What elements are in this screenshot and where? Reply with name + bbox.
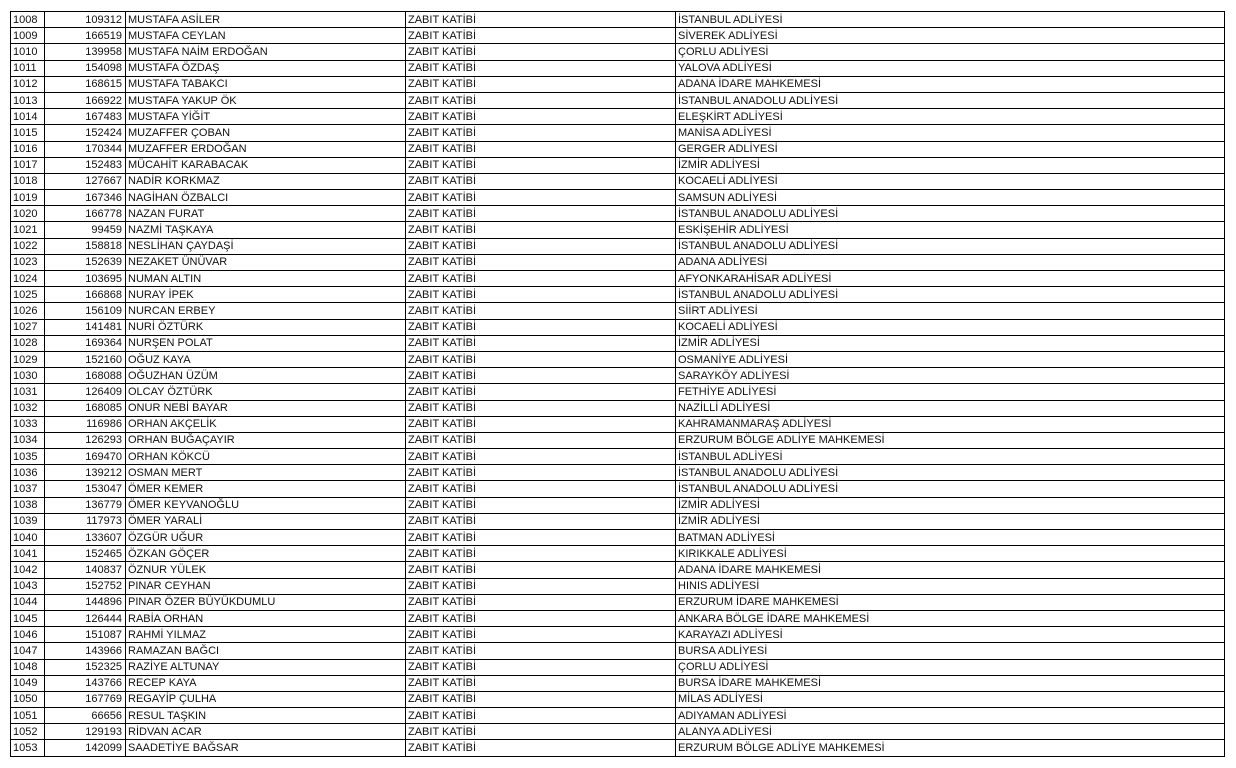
row-number-cell: 1053 (11, 740, 45, 756)
table-row (11, 157, 1225, 173)
row-number-cell: 1016 (11, 141, 45, 157)
full-name-cell: MUSTAFA ÖZDAŞ (126, 60, 406, 76)
court-name-cell: ELEŞKİRT ADLİYESİ (676, 109, 1225, 125)
job-title-cell: ZABIT KATİBİ (406, 238, 676, 254)
registry-number-cell: 140837 (45, 562, 126, 578)
registry-number-cell: 126293 (45, 432, 126, 448)
table-row (11, 513, 1225, 529)
job-title-cell: ZABIT KATİBİ (406, 497, 676, 513)
table-row (11, 92, 1225, 108)
job-title-cell: ZABIT KATİBİ (406, 335, 676, 351)
table-row (11, 319, 1225, 335)
full-name-cell: RAZİYE ALTUNAY (126, 659, 406, 675)
full-name-cell: MUSTAFA TABAKCI (126, 76, 406, 92)
full-name-cell: ÖZGÜR UĞUR (126, 530, 406, 546)
job-title-cell: ZABIT KATİBİ (406, 368, 676, 384)
job-title-cell: ZABIT KATİBİ (406, 643, 676, 659)
registry-number-cell: 133607 (45, 530, 126, 546)
full-name-cell: NADİR KORKMAZ (126, 173, 406, 189)
job-title-cell: ZABIT KATİBİ (406, 530, 676, 546)
row-number-cell: 1043 (11, 578, 45, 594)
job-title-cell: ZABIT KATİBİ (406, 12, 676, 28)
row-number-cell: 1034 (11, 432, 45, 448)
court-name-cell: ADANA İDARE MAHKEMESİ (676, 76, 1225, 92)
row-number-cell: 1044 (11, 594, 45, 610)
table-row (11, 594, 1225, 610)
table-row (11, 465, 1225, 481)
registry-number-cell: 170344 (45, 141, 126, 157)
court-name-cell: FETHİYE ADLİYESİ (676, 384, 1225, 400)
table-row (11, 109, 1225, 125)
registry-number-cell: 168085 (45, 400, 126, 416)
row-number-cell: 1051 (11, 708, 45, 724)
full-name-cell: ORHAN AKÇELİK (126, 416, 406, 432)
registry-number-cell: 117973 (45, 513, 126, 529)
registry-number-cell: 152483 (45, 157, 126, 173)
job-title-cell: ZABIT KATİBİ (406, 724, 676, 740)
job-title-cell: ZABIT KATİBİ (406, 513, 676, 529)
job-title-cell: ZABIT KATİBİ (406, 465, 676, 481)
job-title-cell: ZABIT KATİBİ (406, 432, 676, 448)
table-row (11, 303, 1225, 319)
court-name-cell: İSTANBUL ANADOLU ADLİYESİ (676, 465, 1225, 481)
row-number-cell: 1038 (11, 497, 45, 513)
registry-number-cell: 126444 (45, 610, 126, 626)
job-title-cell: ZABIT KATİBİ (406, 659, 676, 675)
court-name-cell: ÇORLU ADLİYESİ (676, 659, 1225, 675)
table-row (11, 497, 1225, 513)
job-title-cell: ZABIT KATİBİ (406, 562, 676, 578)
table-row (11, 254, 1225, 270)
registry-number-cell: 116986 (45, 416, 126, 432)
registry-number-cell: 169470 (45, 449, 126, 465)
registry-number-cell: 152424 (45, 125, 126, 141)
court-name-cell: BURSA İDARE MAHKEMESİ (676, 675, 1225, 691)
registry-number-cell: 152639 (45, 254, 126, 270)
table-row (11, 708, 1225, 724)
registry-number-cell: 152160 (45, 351, 126, 367)
row-number-cell: 1015 (11, 125, 45, 141)
court-name-cell: MİLAS ADLİYESİ (676, 691, 1225, 707)
registry-number-cell: 169364 (45, 335, 126, 351)
full-name-cell: ÖZNUR YÜLEK (126, 562, 406, 578)
court-name-cell: HINIS ADLİYESİ (676, 578, 1225, 594)
job-title-cell: ZABIT KATİBİ (406, 675, 676, 691)
assignment-table-body (11, 12, 1225, 757)
row-number-cell: 1049 (11, 675, 45, 691)
full-name-cell: NAZAN FURAT (126, 206, 406, 222)
court-name-cell: İZMİR ADLİYESİ (676, 157, 1225, 173)
court-name-cell: İZMİR ADLİYESİ (676, 513, 1225, 529)
table-row (11, 530, 1225, 546)
court-name-cell: ÇORLU ADLİYESİ (676, 44, 1225, 60)
job-title-cell: ZABIT KATİBİ (406, 303, 676, 319)
job-title-cell: ZABIT KATİBİ (406, 546, 676, 562)
full-name-cell: NAZMİ TAŞKAYA (126, 222, 406, 238)
court-name-cell: ALANYA ADLİYESİ (676, 724, 1225, 740)
table-row (11, 287, 1225, 303)
table-row (11, 449, 1225, 465)
job-title-cell: ZABIT KATİBİ (406, 190, 676, 206)
assignment-table (10, 11, 1225, 757)
row-number-cell: 1046 (11, 627, 45, 643)
row-number-cell: 1052 (11, 724, 45, 740)
full-name-cell: OĞUZHAN ÜZÜM (126, 368, 406, 384)
row-number-cell: 1025 (11, 287, 45, 303)
row-number-cell: 1037 (11, 481, 45, 497)
row-number-cell: 1028 (11, 335, 45, 351)
table-row (11, 28, 1225, 44)
full-name-cell: RESUL TAŞKIN (126, 708, 406, 724)
full-name-cell: REGAYİP ÇULHA (126, 691, 406, 707)
full-name-cell: NEZAKET ÜNÜVAR (126, 254, 406, 270)
full-name-cell: RABİA ORHAN (126, 610, 406, 626)
registry-number-cell: 144896 (45, 594, 126, 610)
court-name-cell: ESKİŞEHİR ADLİYESİ (676, 222, 1225, 238)
court-name-cell: ANKARA BÖLGE İDARE MAHKEMESİ (676, 610, 1225, 626)
job-title-cell: ZABIT KATİBİ (406, 578, 676, 594)
full-name-cell: ÖMER KEYVANOĞLU (126, 497, 406, 513)
court-name-cell: GERGER ADLİYESİ (676, 141, 1225, 157)
table-row (11, 125, 1225, 141)
row-number-cell: 1040 (11, 530, 45, 546)
registry-number-cell: 167769 (45, 691, 126, 707)
row-number-cell: 1022 (11, 238, 45, 254)
row-number-cell: 1033 (11, 416, 45, 432)
table-row (11, 206, 1225, 222)
registry-number-cell: 139958 (45, 44, 126, 60)
job-title-cell: ZABIT KATİBİ (406, 157, 676, 173)
full-name-cell: RECEP KAYA (126, 675, 406, 691)
registry-number-cell: 129193 (45, 724, 126, 740)
table-row (11, 44, 1225, 60)
job-title-cell: ZABIT KATİBİ (406, 416, 676, 432)
registry-number-cell: 167346 (45, 190, 126, 206)
full-name-cell: NURAY İPEK (126, 287, 406, 303)
row-number-cell: 1024 (11, 271, 45, 287)
job-title-cell: ZABIT KATİBİ (406, 400, 676, 416)
row-number-cell: 1013 (11, 92, 45, 108)
full-name-cell: NAGİHAN ÖZBALCI (126, 190, 406, 206)
registry-number-cell: 141481 (45, 319, 126, 335)
registry-number-cell: 167483 (45, 109, 126, 125)
table-row (11, 675, 1225, 691)
full-name-cell: ORHAN BUĞAÇAYIR (126, 432, 406, 448)
court-name-cell: SİVEREK ADLİYESİ (676, 28, 1225, 44)
table-row (11, 643, 1225, 659)
job-title-cell: ZABIT KATİBİ (406, 92, 676, 108)
table-row (11, 724, 1225, 740)
full-name-cell: NURCAN ERBEY (126, 303, 406, 319)
full-name-cell: ÖMER KEMER (126, 481, 406, 497)
row-number-cell: 1012 (11, 76, 45, 92)
row-number-cell: 1010 (11, 44, 45, 60)
job-title-cell: ZABIT KATİBİ (406, 254, 676, 270)
job-title-cell: ZABIT KATİBİ (406, 610, 676, 626)
table-row (11, 222, 1225, 238)
court-name-cell: KIRIKKALE ADLİYESİ (676, 546, 1225, 562)
registry-number-cell: 152465 (45, 546, 126, 562)
registry-number-cell: 103695 (45, 271, 126, 287)
table-row (11, 60, 1225, 76)
registry-number-cell: 166868 (45, 287, 126, 303)
table-row (11, 740, 1225, 756)
full-name-cell: ORHAN KÖKCÜ (126, 449, 406, 465)
table-row (11, 384, 1225, 400)
table-row (11, 141, 1225, 157)
full-name-cell: OSMAN MERT (126, 465, 406, 481)
full-name-cell: MÜCAHİT KARABACAK (126, 157, 406, 173)
job-title-cell: ZABIT KATİBİ (406, 287, 676, 303)
row-number-cell: 1030 (11, 368, 45, 384)
job-title-cell: ZABIT KATİBİ (406, 740, 676, 756)
row-number-cell: 1041 (11, 546, 45, 562)
row-number-cell: 1050 (11, 691, 45, 707)
row-number-cell: 1008 (11, 12, 45, 28)
registry-number-cell: 154098 (45, 60, 126, 76)
job-title-cell: ZABIT KATİBİ (406, 76, 676, 92)
row-number-cell: 1017 (11, 157, 45, 173)
row-number-cell: 1020 (11, 206, 45, 222)
table-row (11, 578, 1225, 594)
table-row (11, 659, 1225, 675)
registry-number-cell: 156109 (45, 303, 126, 319)
registry-number-cell: 166922 (45, 92, 126, 108)
table-row (11, 481, 1225, 497)
row-number-cell: 1019 (11, 190, 45, 206)
court-name-cell: SİİRT ADLİYESİ (676, 303, 1225, 319)
registry-number-cell: 152325 (45, 659, 126, 675)
court-name-cell: BURSA ADLİYESİ (676, 643, 1225, 659)
row-number-cell: 1014 (11, 109, 45, 125)
row-number-cell: 1018 (11, 173, 45, 189)
table-row (11, 335, 1225, 351)
row-number-cell: 1048 (11, 659, 45, 675)
row-number-cell: 1045 (11, 610, 45, 626)
row-number-cell: 1042 (11, 562, 45, 578)
full-name-cell: RAHMİ YILMAZ (126, 627, 406, 643)
full-name-cell: NUMAN ALTIN (126, 271, 406, 287)
registry-number-cell: 151087 (45, 627, 126, 643)
full-name-cell: NURİ ÖZTÜRK (126, 319, 406, 335)
job-title-cell: ZABIT KATİBİ (406, 28, 676, 44)
court-name-cell: KAHRAMANMARAŞ ADLİYESİ (676, 416, 1225, 432)
table-row (11, 351, 1225, 367)
job-title-cell: ZABIT KATİBİ (406, 384, 676, 400)
court-name-cell: İSTANBUL ANADOLU ADLİYESİ (676, 206, 1225, 222)
job-title-cell: ZABIT KATİBİ (406, 691, 676, 707)
full-name-cell: RAMAZAN BAĞCI (126, 643, 406, 659)
registry-number-cell: 139212 (45, 465, 126, 481)
job-title-cell: ZABIT KATİBİ (406, 481, 676, 497)
table-row (11, 190, 1225, 206)
table-row (11, 173, 1225, 189)
table-row (11, 432, 1225, 448)
court-name-cell: ERZURUM BÖLGE ADLİYE MAHKEMESİ (676, 740, 1225, 756)
court-name-cell: ADANA İDARE MAHKEMESİ (676, 562, 1225, 578)
court-name-cell: KOCAELİ ADLİYESİ (676, 319, 1225, 335)
court-name-cell: ERZURUM İDARE MAHKEMESİ (676, 594, 1225, 610)
court-name-cell: İSTANBUL ANADOLU ADLİYESİ (676, 92, 1225, 108)
row-number-cell: 1036 (11, 465, 45, 481)
full-name-cell: SAADETİYE BAĞSAR (126, 740, 406, 756)
registry-number-cell: 152752 (45, 578, 126, 594)
full-name-cell: OĞUZ KAYA (126, 351, 406, 367)
job-title-cell: ZABIT KATİBİ (406, 627, 676, 643)
court-name-cell: OSMANİYE ADLİYESİ (676, 351, 1225, 367)
job-title-cell: ZABIT KATİBİ (406, 594, 676, 610)
full-name-cell: MUSTAFA YAKUP ÖK (126, 92, 406, 108)
full-name-cell: MUZAFFER ERDOĞAN (126, 141, 406, 157)
court-name-cell: KOCAELİ ADLİYESİ (676, 173, 1225, 189)
court-name-cell: KARAYAZI ADLİYESİ (676, 627, 1225, 643)
court-name-cell: İSTANBUL ANADOLU ADLİYESİ (676, 287, 1225, 303)
court-name-cell: ADANA ADLİYESİ (676, 254, 1225, 270)
court-name-cell: ERZURUM BÖLGE ADLİYE MAHKEMESİ (676, 432, 1225, 448)
table-row (11, 546, 1225, 562)
registry-number-cell: 158818 (45, 238, 126, 254)
full-name-cell: NESLİHAN ÇAYDAŞİ (126, 238, 406, 254)
table-row (11, 416, 1225, 432)
full-name-cell: ÖMER YARALİ (126, 513, 406, 529)
full-name-cell: NURŞEN POLAT (126, 335, 406, 351)
full-name-cell: MUSTAFA CEYLAN (126, 28, 406, 44)
registry-number-cell: 153047 (45, 481, 126, 497)
row-number-cell: 1023 (11, 254, 45, 270)
job-title-cell: ZABIT KATİBİ (406, 271, 676, 287)
court-name-cell: İSTANBUL ANADOLU ADLİYESİ (676, 481, 1225, 497)
row-number-cell: 1011 (11, 60, 45, 76)
row-number-cell: 1039 (11, 513, 45, 529)
full-name-cell: OLCAY ÖZTÜRK (126, 384, 406, 400)
table-row (11, 238, 1225, 254)
table-row (11, 271, 1225, 287)
court-name-cell: İZMİR ADLİYESİ (676, 497, 1225, 513)
full-name-cell: RİDVAN ACAR (126, 724, 406, 740)
full-name-cell: ONUR NEBİ BAYAR (126, 400, 406, 416)
court-name-cell: SAMSUN ADLİYESİ (676, 190, 1225, 206)
table-row (11, 368, 1225, 384)
registry-number-cell: 126409 (45, 384, 126, 400)
court-name-cell: İSTANBUL ADLİYESİ (676, 12, 1225, 28)
registry-number-cell: 166519 (45, 28, 126, 44)
job-title-cell: ZABIT KATİBİ (406, 206, 676, 222)
table-row (11, 76, 1225, 92)
registry-number-cell: 168615 (45, 76, 126, 92)
job-title-cell: ZABIT KATİBİ (406, 222, 676, 238)
full-name-cell: MUSTAFA ASİLER (126, 12, 406, 28)
row-number-cell: 1009 (11, 28, 45, 44)
court-name-cell: ADIYAMAN ADLİYESİ (676, 708, 1225, 724)
job-title-cell: ZABIT KATİBİ (406, 60, 676, 76)
registry-number-cell: 109312 (45, 12, 126, 28)
table-row (11, 691, 1225, 707)
job-title-cell: ZABIT KATİBİ (406, 44, 676, 60)
court-name-cell: MANİSA ADLİYESİ (676, 125, 1225, 141)
job-title-cell: ZABIT KATİBİ (406, 708, 676, 724)
job-title-cell: ZABIT KATİBİ (406, 173, 676, 189)
court-name-cell: YALOVA ADLİYESİ (676, 60, 1225, 76)
court-name-cell: NAZİLLİ ADLİYESİ (676, 400, 1225, 416)
registry-number-cell: 143766 (45, 675, 126, 691)
full-name-cell: MUZAFFER ÇOBAN (126, 125, 406, 141)
full-name-cell: MUSTAFA NAİM ERDOĞAN (126, 44, 406, 60)
registry-number-cell: 168088 (45, 368, 126, 384)
registry-number-cell: 127667 (45, 173, 126, 189)
job-title-cell: ZABIT KATİBİ (406, 351, 676, 367)
row-number-cell: 1031 (11, 384, 45, 400)
registry-number-cell: 143966 (45, 643, 126, 659)
job-title-cell: ZABIT KATİBİ (406, 449, 676, 465)
registry-number-cell: 142099 (45, 740, 126, 756)
full-name-cell: ÖZKAN GÖÇER (126, 546, 406, 562)
court-name-cell: SARAYKÖY ADLİYESİ (676, 368, 1225, 384)
job-title-cell: ZABIT KATİBİ (406, 319, 676, 335)
job-title-cell: ZABIT KATİBİ (406, 125, 676, 141)
court-name-cell: İSTANBUL ADLİYESİ (676, 449, 1225, 465)
table-row (11, 562, 1225, 578)
court-name-cell: İZMİR ADLİYESİ (676, 335, 1225, 351)
court-name-cell: BATMAN ADLİYESİ (676, 530, 1225, 546)
row-number-cell: 1032 (11, 400, 45, 416)
registry-number-cell: 99459 (45, 222, 126, 238)
full-name-cell: MUSTAFA YİĞİT (126, 109, 406, 125)
registry-number-cell: 66656 (45, 708, 126, 724)
row-number-cell: 1027 (11, 319, 45, 335)
table-row (11, 400, 1225, 416)
full-name-cell: PINAR CEYHAN (126, 578, 406, 594)
full-name-cell: PINAR ÖZER BÜYÜKDUMLU (126, 594, 406, 610)
row-number-cell: 1026 (11, 303, 45, 319)
court-name-cell: AFYONKARAHİSAR ADLİYESİ (676, 271, 1225, 287)
table-row (11, 12, 1225, 28)
job-title-cell: ZABIT KATİBİ (406, 141, 676, 157)
row-number-cell: 1021 (11, 222, 45, 238)
job-title-cell: ZABIT KATİBİ (406, 109, 676, 125)
registry-number-cell: 136779 (45, 497, 126, 513)
table-row (11, 627, 1225, 643)
court-name-cell: İSTANBUL ANADOLU ADLİYESİ (676, 238, 1225, 254)
row-number-cell: 1047 (11, 643, 45, 659)
registry-number-cell: 166778 (45, 206, 126, 222)
table-row (11, 610, 1225, 626)
row-number-cell: 1035 (11, 449, 45, 465)
row-number-cell: 1029 (11, 351, 45, 367)
